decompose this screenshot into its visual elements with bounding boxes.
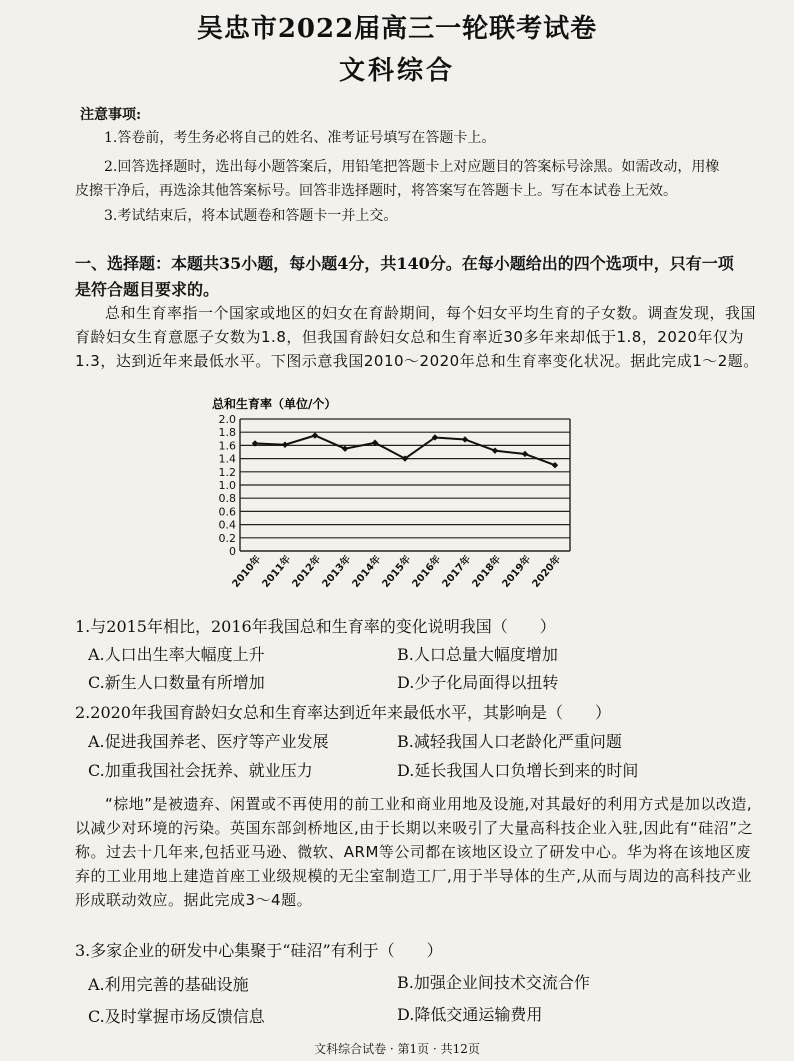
data-point bbox=[462, 436, 468, 442]
section-heading-line2: 是符合题目要求的。 bbox=[75, 280, 220, 299]
intro-paragraph-1: 总和生育率指一个国家或地区的妇女在育龄期间，每个妇女平均生育的子女数。调查发现，我国育龄妇女生育意愿子女数为1.8，但我国育龄妇女总和生育率近30多年来却低于1.8，2020年仅为1.3，达到近年来最低水平。下图示意我国2010～2020年总和生育率变化状况。据此完成1～2题。 bbox=[75, 304, 759, 370]
data-point bbox=[312, 432, 318, 438]
x-tick-label: 2016年 bbox=[410, 553, 444, 590]
x-tick-label: 2011年 bbox=[260, 553, 294, 590]
y-tick-label: 1.2 bbox=[218, 465, 236, 479]
q1-option-d: D.少子化局面得以扭转 bbox=[397, 673, 559, 692]
x-tick-label: 2018年 bbox=[470, 553, 504, 590]
y-tick-label: 0.8 bbox=[218, 492, 236, 506]
x-tick-label: 2020年 bbox=[530, 553, 564, 590]
q1-stem: 1.与2015年相比，2016年我国总和生育率的变化说明我国（ ） bbox=[75, 617, 556, 636]
q2-option-c: C.加重我国社会抚养、就业压力 bbox=[88, 761, 313, 780]
q3-option-c: C.及时掌握市场反馈信息 bbox=[88, 1007, 265, 1026]
notice-item-3: 3.考试结束后，将本试题卷和答题卡一并上交。 bbox=[104, 208, 398, 224]
q2-option-b: B.减轻我国人口老龄化严重问题 bbox=[397, 732, 622, 751]
data-point bbox=[282, 442, 288, 448]
y-tick-label: 0 bbox=[229, 545, 236, 558]
notice-heading: 注意事项: bbox=[80, 107, 142, 123]
data-point bbox=[342, 446, 348, 452]
q3-stem: 3.多家企业的研发中心集聚于“硅沼”有利于（ ） bbox=[75, 941, 443, 960]
y-tick-label: 2.0 bbox=[218, 413, 236, 426]
q3-option-b: B.加强企业间技术交流合作 bbox=[397, 973, 590, 992]
x-tick-label: 2017年 bbox=[440, 553, 474, 590]
y-tick-label: 0.6 bbox=[218, 505, 236, 519]
q2-stem: 2.2020年我国育龄妇女总和生育率达到近年来最低水平，其影响是（ ） bbox=[75, 703, 611, 722]
x-tick-label: 2014年 bbox=[350, 553, 384, 590]
section-heading-line1: 一、选择题：本题共35小题，每小题4分，共140分。在每小题给出的四个选项中，只有一项 bbox=[75, 254, 734, 273]
fertility-line-chart bbox=[208, 395, 588, 600]
notice-item-2: 2.回答选择题时，选出每小题答案后，用铅笔把答题卡上对应题目的答案标号涂黑。如需改动，用橡 bbox=[104, 159, 720, 175]
q1-option-c: C.新生人口数量有所增加 bbox=[88, 673, 265, 692]
y-tick-label: 1.4 bbox=[218, 452, 236, 466]
y-tick-label: 0.4 bbox=[218, 518, 236, 532]
q3-option-d: D.降低交通运输费用 bbox=[397, 1005, 543, 1024]
x-tick-label: 2010年 bbox=[230, 553, 264, 590]
y-tick-label: 1.0 bbox=[218, 479, 236, 492]
data-point bbox=[492, 447, 498, 453]
x-tick-label: 2013年 bbox=[320, 553, 354, 590]
exam-title: 吴忠市2022届高三一轮联考试卷 bbox=[196, 14, 598, 44]
intro-paragraph-2: “棕地”是被遗弃、闲置或不再使用的前工业和商业用地及设施,对其最好的利用方式是加以改造,以减少对环境的污染。英国东部剑桥地区,由于长期以来吸引了大量高科技企业入驻,因此有“硅沼”之称。过去十几年来,包括亚马逊、微软、ARM等公司都在该地区设立了研发中心。华为将在该地区废弃的工业用地上建造首座工业级规模的无尘室制造工厂,用于半导体的生产,从而与周边的高科技产业形成联动效应。据此完成3～4题。 bbox=[75, 795, 754, 909]
notice-item-2-cont: 皮擦干净后，再选涂其他答案标号。回答非选择题时，将答案写在答题卡上。写在本试卷上无效。 bbox=[75, 183, 677, 199]
notice-item-1: 1.答卷前，考生务必将自己的姓名、准考证号填写在答题卡上。 bbox=[104, 130, 496, 146]
q2-option-a: A.促进我国养老、医疗等产业发展 bbox=[88, 732, 329, 751]
q1-option-a: A.人口出生率大幅度上升 bbox=[88, 645, 265, 664]
x-tick-label: 2015年 bbox=[380, 553, 414, 590]
data-point bbox=[522, 451, 528, 457]
data-point bbox=[552, 462, 558, 468]
q3-option-a: A.利用完善的基础设施 bbox=[88, 975, 249, 994]
q1-option-b: B.人口总量大幅度增加 bbox=[397, 645, 558, 664]
chart-title: 总和生育率（单位/个） bbox=[212, 397, 337, 411]
x-tick-label: 2019年 bbox=[500, 553, 534, 590]
exam-subtitle: 文科综合 bbox=[338, 56, 455, 86]
y-tick-label: 1.6 bbox=[218, 439, 236, 453]
y-tick-label: 1.8 bbox=[218, 426, 236, 440]
q2-option-d: D.延长我国人口负增长到来的时间 bbox=[397, 761, 639, 780]
page-footer: 文科综合试卷 · 第1页 · 共12页 bbox=[314, 1042, 480, 1056]
x-tick-label: 2012年 bbox=[290, 553, 324, 590]
y-tick-label: 0.2 bbox=[218, 531, 236, 545]
